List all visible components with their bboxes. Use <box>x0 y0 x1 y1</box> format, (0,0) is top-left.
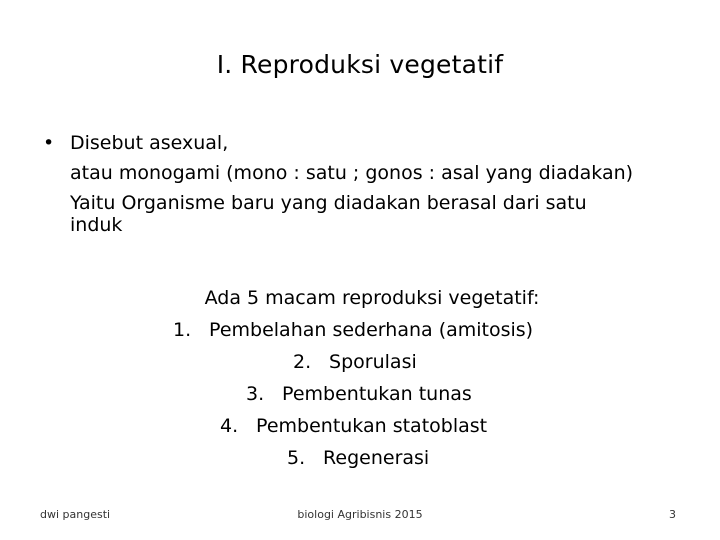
list-item-number: 5. <box>287 447 306 469</box>
vegetative-types-list <box>0 282 720 469</box>
list-item <box>246 378 472 411</box>
bullet-line: Disebut asexual, <box>70 132 229 154</box>
definition-bullet <box>43 128 683 236</box>
list-item-number: 3. <box>246 383 265 405</box>
bullet-text <box>70 128 683 236</box>
list-heading: Ada 5 macam reproduksi vegetatif: <box>204 287 540 309</box>
list-item-number: 2. <box>293 351 312 373</box>
list-item-label: Sporulasi <box>329 351 417 373</box>
list-item-number: 1. <box>173 319 192 341</box>
list-item-label: Pembelahan sederhana (amitosis) <box>209 319 534 341</box>
list-item <box>287 442 429 475</box>
page-number: 3 <box>669 508 676 521</box>
slide-title: I. Reproduksi vegetatif <box>216 50 504 79</box>
list-item <box>173 314 533 347</box>
bullet-icon: • <box>43 132 55 154</box>
list-item-number: 4. <box>220 415 239 437</box>
footer-author: dwi pangesti <box>40 508 111 521</box>
bullet-line: induk <box>70 214 123 236</box>
list-item <box>293 346 417 379</box>
bullet-line: Yaitu Organisme baru yang diadakan berasal dari satu <box>70 192 587 214</box>
bullet-line: atau monogami (mono : satu ; gonos : asal yang diadakan) <box>70 162 634 184</box>
list-item <box>220 410 487 443</box>
footer-course: biologi Agribisnis 2015 <box>297 508 423 521</box>
list-item-label: Pembentukan statoblast <box>256 415 488 437</box>
list-item-label: Regenerasi <box>323 447 430 469</box>
list-item-label: Pembentukan tunas <box>282 383 472 405</box>
